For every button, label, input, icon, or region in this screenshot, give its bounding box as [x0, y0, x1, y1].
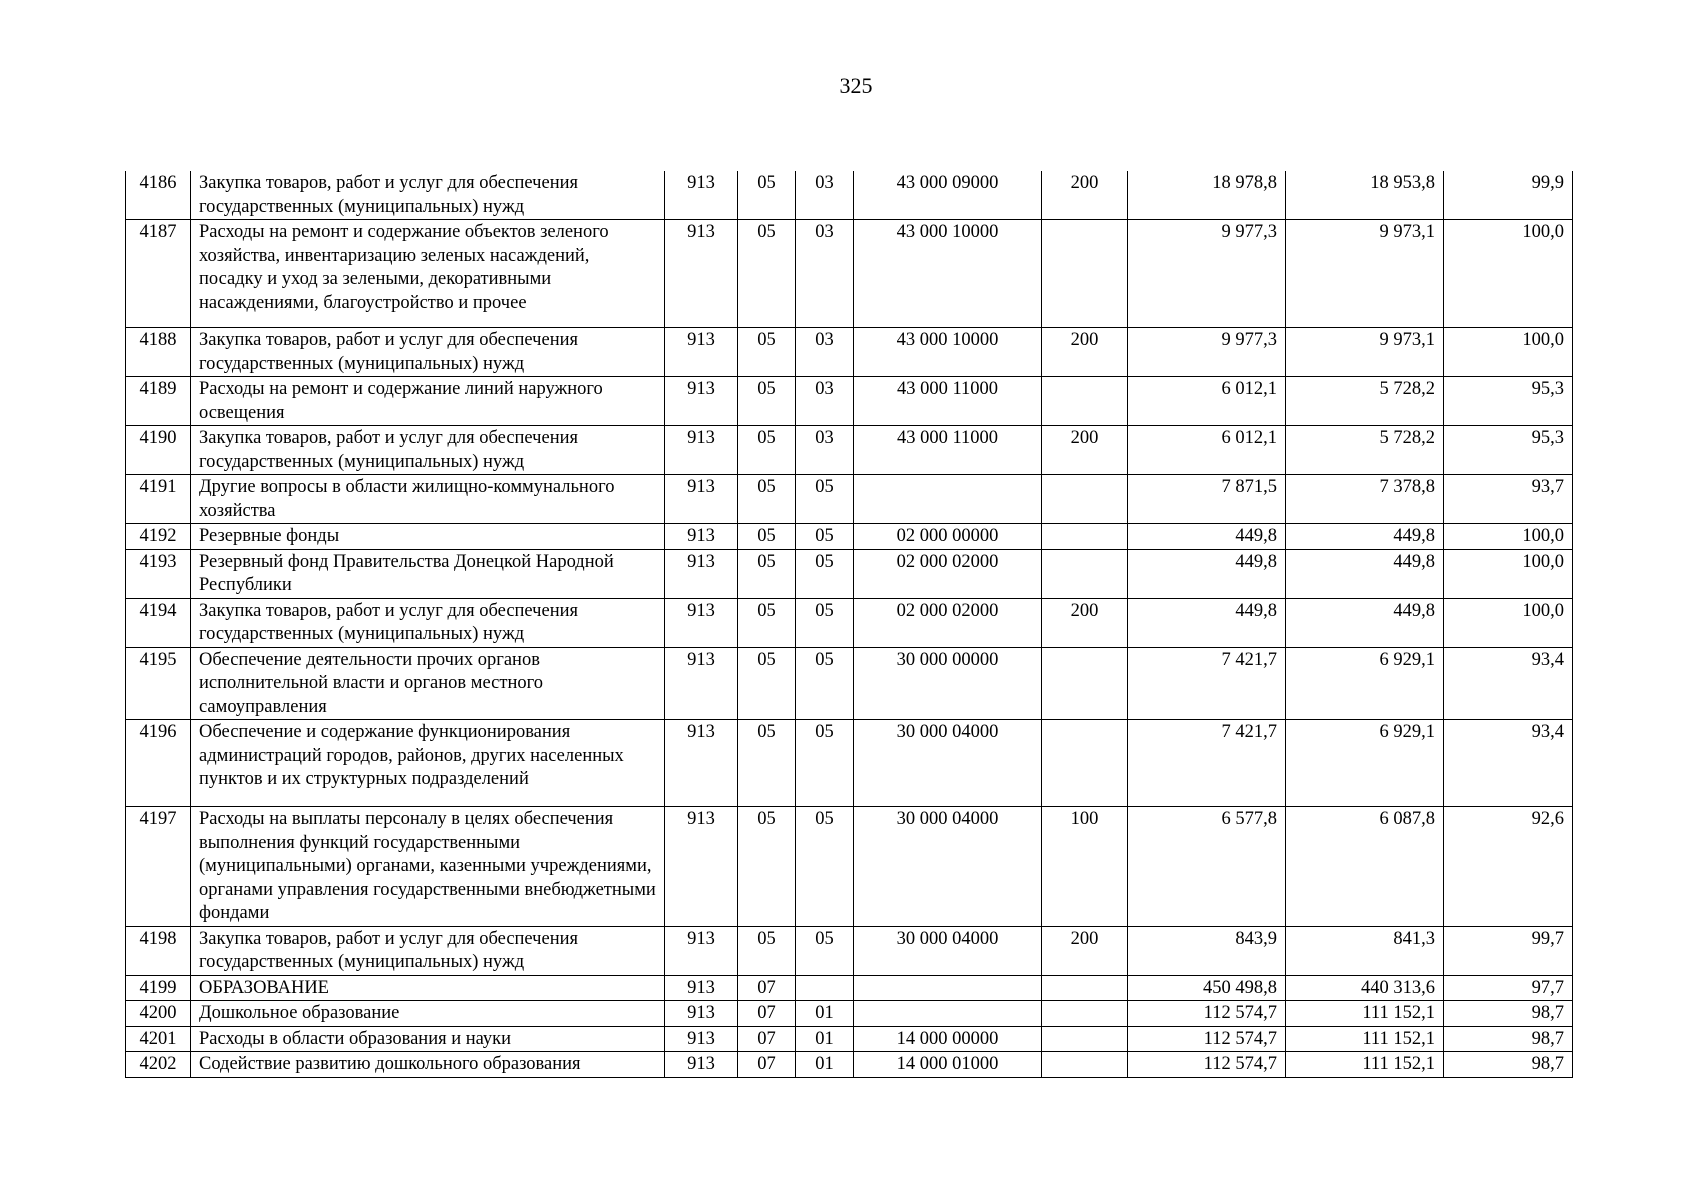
- section-code-cell: 05: [738, 807, 796, 927]
- row-number-cell: 4198: [126, 926, 191, 975]
- actual-amount-cell: 111 152,1: [1286, 1026, 1444, 1052]
- expense-type-cell: [1042, 975, 1128, 1001]
- table-row: [126, 1026, 1573, 1052]
- row-number-cell: 4186: [126, 171, 191, 220]
- subsection-code-cell: 01: [796, 1001, 854, 1027]
- table-row: [126, 475, 1573, 524]
- expense-type-cell: 200: [1042, 926, 1128, 975]
- target-article-cell: 30 000 00000: [854, 647, 1042, 720]
- expense-type-cell: [1042, 1001, 1128, 1027]
- section-code-cell: 07: [738, 1001, 796, 1027]
- ministry-code-cell: 913: [665, 1026, 738, 1052]
- subsection-code-cell: [796, 975, 854, 1001]
- table-row: [126, 328, 1573, 377]
- target-article-cell: 43 000 10000: [854, 220, 1042, 328]
- actual-amount-cell: 449,8: [1286, 598, 1444, 647]
- table-row: [126, 1052, 1573, 1078]
- item-name-cell: Содействие развитию дошкольного образования: [191, 1052, 665, 1078]
- actual-amount-cell: 9 973,1: [1286, 328, 1444, 377]
- planned-amount-cell: 7 421,7: [1128, 720, 1286, 807]
- target-article-cell: [854, 475, 1042, 524]
- section-code-cell: 05: [738, 926, 796, 975]
- expense-type-cell: 200: [1042, 598, 1128, 647]
- target-article-cell: 02 000 02000: [854, 598, 1042, 647]
- budget-table: [125, 171, 1573, 1078]
- item-name-cell: Расходы в области образования и науки: [191, 1026, 665, 1052]
- section-code-cell: 05: [738, 171, 796, 220]
- planned-amount-cell: 449,8: [1128, 524, 1286, 550]
- expense-type-cell: 100: [1042, 807, 1128, 927]
- actual-amount-cell: 18 953,8: [1286, 171, 1444, 220]
- section-code-cell: 05: [738, 549, 796, 598]
- planned-amount-cell: 843,9: [1128, 926, 1286, 975]
- row-number-cell: 4191: [126, 475, 191, 524]
- table-row: [126, 975, 1573, 1001]
- subsection-code-cell: 03: [796, 171, 854, 220]
- item-name-cell: Расходы на выплаты персоналу в целях обеспечения выполнения функций государственными (муниципальными) органами, казенными учреждениями, органами управления государственными внебюджетными фондами: [191, 807, 665, 927]
- row-number-cell: 4197: [126, 807, 191, 927]
- planned-amount-cell: 7 421,7: [1128, 647, 1286, 720]
- target-article-cell: 02 000 02000: [854, 549, 1042, 598]
- ministry-code-cell: 913: [665, 926, 738, 975]
- item-name-cell: Расходы на ремонт и содержание объектов зеленого хозяйства, инвентаризацию зеленых насаждений, посадку и уход за зелеными, декоративными насаждениями, благоустройство и прочее: [191, 220, 665, 328]
- planned-amount-cell: 112 574,7: [1128, 1052, 1286, 1078]
- ministry-code-cell: 913: [665, 1052, 738, 1078]
- actual-amount-cell: 111 152,1: [1286, 1001, 1444, 1027]
- item-name-cell: Закупка товаров, работ и услуг для обеспечения государственных (муниципальных) нужд: [191, 426, 665, 475]
- item-name-cell: Дошкольное образование: [191, 1001, 665, 1027]
- ministry-code-cell: 913: [665, 807, 738, 927]
- planned-amount-cell: 449,8: [1128, 549, 1286, 598]
- page-number: 325: [839, 73, 873, 98]
- subsection-code-cell: 05: [796, 524, 854, 550]
- row-number-cell: 4195: [126, 647, 191, 720]
- section-code-cell: 05: [738, 220, 796, 328]
- section-code-cell: 05: [738, 720, 796, 807]
- percent-cell: 97,7: [1444, 975, 1573, 1001]
- table-row: [126, 171, 1573, 220]
- percent-cell: 95,3: [1444, 377, 1573, 426]
- expense-type-cell: [1042, 1052, 1128, 1078]
- subsection-code-cell: 05: [796, 647, 854, 720]
- expense-type-cell: 200: [1042, 426, 1128, 475]
- ministry-code-cell: 913: [665, 524, 738, 550]
- table-row: [126, 377, 1573, 426]
- ministry-code-cell: 913: [665, 549, 738, 598]
- item-name-cell: Закупка товаров, работ и услуг для обеспечения государственных (муниципальных) нужд: [191, 598, 665, 647]
- subsection-code-cell: 05: [796, 926, 854, 975]
- table-row: [126, 598, 1573, 647]
- actual-amount-cell: 440 313,6: [1286, 975, 1444, 1001]
- actual-amount-cell: 449,8: [1286, 524, 1444, 550]
- ministry-code-cell: 913: [665, 598, 738, 647]
- row-number-cell: 4189: [126, 377, 191, 426]
- expense-type-cell: 200: [1042, 171, 1128, 220]
- table-row: [126, 549, 1573, 598]
- item-name-cell: ОБРАЗОВАНИЕ: [191, 975, 665, 1001]
- table-row: [126, 524, 1573, 550]
- expense-type-cell: 200: [1042, 328, 1128, 377]
- ministry-code-cell: 913: [665, 426, 738, 475]
- planned-amount-cell: 450 498,8: [1128, 975, 1286, 1001]
- target-article-cell: 14 000 00000: [854, 1026, 1042, 1052]
- section-code-cell: 07: [738, 975, 796, 1001]
- target-article-cell: 02 000 00000: [854, 524, 1042, 550]
- percent-cell: 98,7: [1444, 1026, 1573, 1052]
- planned-amount-cell: 9 977,3: [1128, 220, 1286, 328]
- item-name-cell: Обеспечение деятельности прочих органов исполнительной власти и органов местного самоуправления: [191, 647, 665, 720]
- ministry-code-cell: 913: [665, 475, 738, 524]
- item-name-cell: Закупка товаров, работ и услуг для обеспечения государственных (муниципальных) нужд: [191, 926, 665, 975]
- row-number-cell: 4196: [126, 720, 191, 807]
- item-name-cell: Обеспечение и содержание функционирования администраций городов, районов, других населенных пунктов и их структурных подразделений: [191, 720, 665, 807]
- table-row: [126, 720, 1573, 807]
- row-number-cell: 4200: [126, 1001, 191, 1027]
- planned-amount-cell: 9 977,3: [1128, 328, 1286, 377]
- row-number-cell: 4194: [126, 598, 191, 647]
- subsection-code-cell: 03: [796, 426, 854, 475]
- expense-type-cell: [1042, 1026, 1128, 1052]
- row-number-cell: 4193: [126, 549, 191, 598]
- ministry-code-cell: 913: [665, 720, 738, 807]
- subsection-code-cell: 05: [796, 598, 854, 647]
- target-article-cell: 14 000 01000: [854, 1052, 1042, 1078]
- table-row: [126, 220, 1573, 328]
- planned-amount-cell: 7 871,5: [1128, 475, 1286, 524]
- section-code-cell: 07: [738, 1052, 796, 1078]
- item-name-cell: Закупка товаров, работ и услуг для обеспечения государственных (муниципальных) нужд: [191, 171, 665, 220]
- planned-amount-cell: 6 577,8: [1128, 807, 1286, 927]
- actual-amount-cell: 841,3: [1286, 926, 1444, 975]
- subsection-code-cell: 01: [796, 1052, 854, 1078]
- item-name-cell: Расходы на ремонт и содержание линий наружного освещения: [191, 377, 665, 426]
- planned-amount-cell: 112 574,7: [1128, 1001, 1286, 1027]
- subsection-code-cell: 05: [796, 807, 854, 927]
- target-article-cell: 43 000 11000: [854, 377, 1042, 426]
- item-name-cell: Резервные фонды: [191, 524, 665, 550]
- actual-amount-cell: 6 929,1: [1286, 720, 1444, 807]
- table-row: [126, 807, 1573, 927]
- percent-cell: 99,7: [1444, 926, 1573, 975]
- subsection-code-cell: 05: [796, 475, 854, 524]
- target-article-cell: 43 000 11000: [854, 426, 1042, 475]
- subsection-code-cell: 01: [796, 1026, 854, 1052]
- expense-type-cell: [1042, 524, 1128, 550]
- percent-cell: 100,0: [1444, 549, 1573, 598]
- table-row: [126, 426, 1573, 475]
- ministry-code-cell: 913: [665, 377, 738, 426]
- row-number-cell: 4187: [126, 220, 191, 328]
- target-article-cell: [854, 1001, 1042, 1027]
- row-number-cell: 4201: [126, 1026, 191, 1052]
- expense-type-cell: [1042, 720, 1128, 807]
- subsection-code-cell: 05: [796, 549, 854, 598]
- percent-cell: 95,3: [1444, 426, 1573, 475]
- percent-cell: 99,9: [1444, 171, 1573, 220]
- subsection-code-cell: 03: [796, 377, 854, 426]
- table-row: [126, 647, 1573, 720]
- expense-type-cell: [1042, 377, 1128, 426]
- section-code-cell: 07: [738, 1026, 796, 1052]
- target-article-cell: [854, 975, 1042, 1001]
- ministry-code-cell: 913: [665, 171, 738, 220]
- section-code-cell: 05: [738, 524, 796, 550]
- row-number-cell: 4190: [126, 426, 191, 475]
- actual-amount-cell: 6 087,8: [1286, 807, 1444, 927]
- actual-amount-cell: 7 378,8: [1286, 475, 1444, 524]
- target-article-cell: 30 000 04000: [854, 807, 1042, 927]
- section-code-cell: 05: [738, 475, 796, 524]
- subsection-code-cell: 05: [796, 720, 854, 807]
- percent-cell: 100,0: [1444, 524, 1573, 550]
- percent-cell: 100,0: [1444, 220, 1573, 328]
- expense-type-cell: [1042, 220, 1128, 328]
- planned-amount-cell: 6 012,1: [1128, 377, 1286, 426]
- section-code-cell: 05: [738, 598, 796, 647]
- percent-cell: 93,4: [1444, 720, 1573, 807]
- actual-amount-cell: 9 973,1: [1286, 220, 1444, 328]
- planned-amount-cell: 449,8: [1128, 598, 1286, 647]
- ministry-code-cell: 913: [665, 328, 738, 377]
- row-number-cell: 4202: [126, 1052, 191, 1078]
- percent-cell: 100,0: [1444, 598, 1573, 647]
- target-article-cell: 43 000 09000: [854, 171, 1042, 220]
- subsection-code-cell: 03: [796, 220, 854, 328]
- row-number-cell: 4192: [126, 524, 191, 550]
- percent-cell: 100,0: [1444, 328, 1573, 377]
- ministry-code-cell: 913: [665, 975, 738, 1001]
- percent-cell: 98,7: [1444, 1001, 1573, 1027]
- ministry-code-cell: 913: [665, 647, 738, 720]
- planned-amount-cell: 18 978,8: [1128, 171, 1286, 220]
- item-name-cell: Резервный фонд Правительства Донецкой Народной Республики: [191, 549, 665, 598]
- target-article-cell: 30 000 04000: [854, 720, 1042, 807]
- item-name-cell: Другие вопросы в области жилищно-коммунального хозяйства: [191, 475, 665, 524]
- table-row: [126, 926, 1573, 975]
- actual-amount-cell: 111 152,1: [1286, 1052, 1444, 1078]
- section-code-cell: 05: [738, 647, 796, 720]
- actual-amount-cell: 5 728,2: [1286, 377, 1444, 426]
- section-code-cell: 05: [738, 328, 796, 377]
- section-code-cell: 05: [738, 377, 796, 426]
- table-row: [126, 1001, 1573, 1027]
- section-code-cell: 05: [738, 426, 796, 475]
- percent-cell: 98,7: [1444, 1052, 1573, 1078]
- target-article-cell: 43 000 10000: [854, 328, 1042, 377]
- expense-type-cell: [1042, 475, 1128, 524]
- percent-cell: 93,4: [1444, 647, 1573, 720]
- actual-amount-cell: 5 728,2: [1286, 426, 1444, 475]
- table-body: [126, 171, 1573, 1077]
- percent-cell: 93,7: [1444, 475, 1573, 524]
- expense-type-cell: [1042, 549, 1128, 598]
- row-number-cell: 4188: [126, 328, 191, 377]
- target-article-cell: 30 000 04000: [854, 926, 1042, 975]
- ministry-code-cell: 913: [665, 220, 738, 328]
- actual-amount-cell: 6 929,1: [1286, 647, 1444, 720]
- actual-amount-cell: 449,8: [1286, 549, 1444, 598]
- ministry-code-cell: 913: [665, 1001, 738, 1027]
- row-number-cell: 4199: [126, 975, 191, 1001]
- item-name-cell: Закупка товаров, работ и услуг для обеспечения государственных (муниципальных) нужд: [191, 328, 665, 377]
- subsection-code-cell: 03: [796, 328, 854, 377]
- expense-type-cell: [1042, 647, 1128, 720]
- planned-amount-cell: 112 574,7: [1128, 1026, 1286, 1052]
- planned-amount-cell: 6 012,1: [1128, 426, 1286, 475]
- percent-cell: 92,6: [1444, 807, 1573, 927]
